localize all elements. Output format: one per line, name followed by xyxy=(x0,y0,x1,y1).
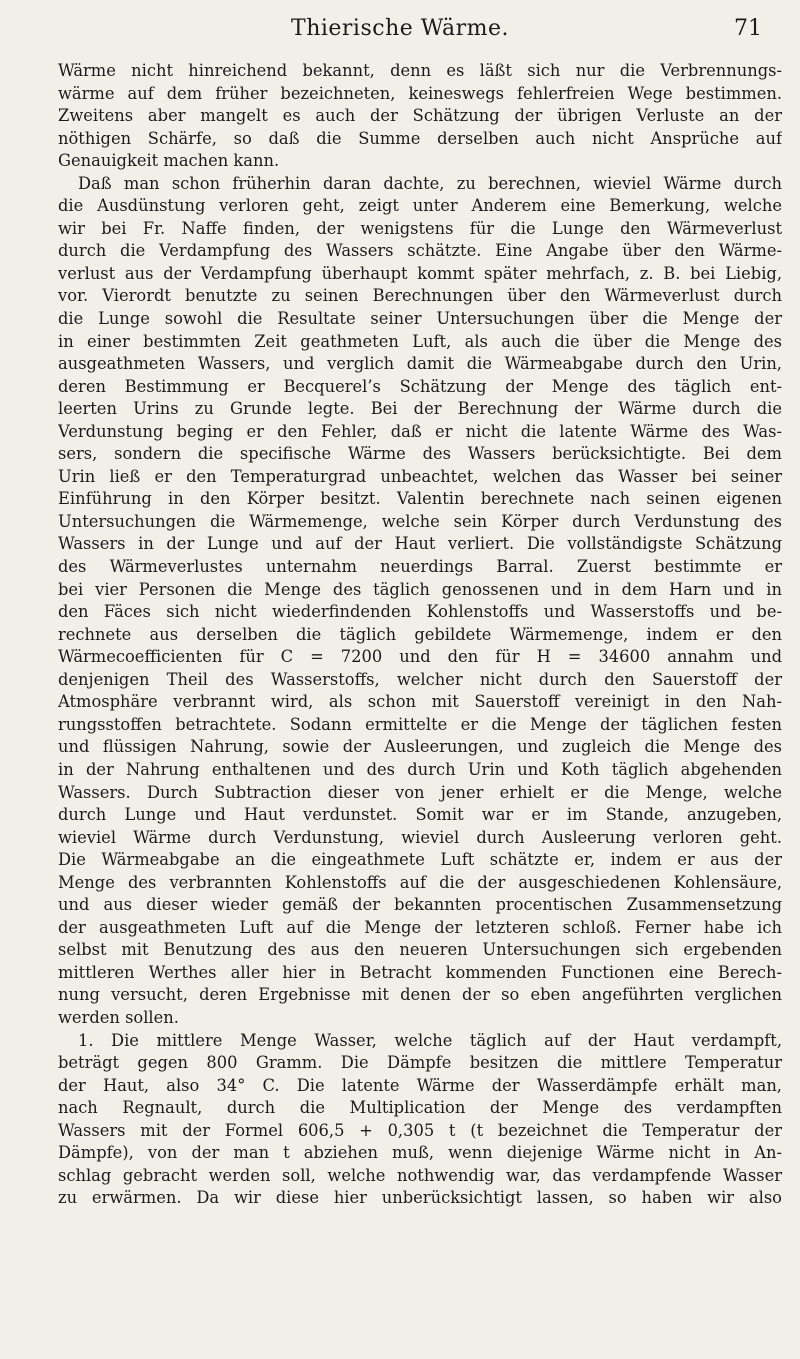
text-line: bei vier Personen die Menge des täglich genossenen und in dem Harn und in xyxy=(58,579,782,599)
running-head: Thierische Wärme. xyxy=(291,16,509,41)
text-line: der ausgeathmeten Luft auf die Menge der letzteren schloß. Ferner habe ich xyxy=(58,917,782,937)
text-line: nöthigen Schärfe, so daß die Summe derselben auch nicht Ansprüche auf xyxy=(58,128,782,148)
text-line: und flüssigen Nahrung, sowie der Ausleerungen, und zugleich die Menge des xyxy=(58,737,782,757)
text-line: in einer bestimmten Zeit geathmeten Luft, als auch die über die Menge des xyxy=(58,331,782,351)
text-line: in der Nahrung enthaltenen und des durch Urin und Koth täglich abgehenden xyxy=(58,759,782,779)
text-line: der Haut, also 34° C. Die latente Wärme der Wasserdämpfe erhält man, xyxy=(58,1075,782,1095)
text-line: Wärme nicht hinreichend bekannt, denn es läßt sich nur die Verbrennungs- xyxy=(58,61,782,80)
text-line: werden sollen. xyxy=(58,1007,179,1027)
text-line: die Ausdünstung verloren geht, zeigt unter Anderem eine Bemerkung, welche xyxy=(58,196,782,216)
text-line: Wassers. Durch Subtraction dieser von jener erhielt er die Menge, welche xyxy=(58,782,782,802)
text-line: Atmosphäre verbrannt wird, als schon mit Sauerstoff vereinigt in den Nah- xyxy=(58,692,782,712)
text-line: zu erwärmen. Da wir diese hier unberücksichtigt lassen, so haben wir also xyxy=(58,1188,782,1208)
text-line: des Wärmeverlustes unternahm neuerdings Barral. Zuerst bestimmte er xyxy=(58,557,782,577)
text-line: Wassers in der Lunge und auf der Haut verliert. Die vollständigste Schätzung xyxy=(58,534,782,554)
text-line: verlust aus der Verdampfung überhaupt kommt später mehrfach, z. B. bei Liebig, xyxy=(58,263,782,283)
body-text xyxy=(58,60,782,1210)
text-line: Wärmecoefficienten für C = 7200 und den für H = 34600 annahm und xyxy=(58,647,782,667)
text-line: Einführung in den Körper besitzt. Valentin berechnete nach seinen eigenen xyxy=(58,489,782,509)
text-line: wärme auf dem früher bezeichneten, keineswegs fehlerfreien Wege bestimmen. xyxy=(58,83,782,103)
text-line: mittleren Werthes aller hier in Betracht kommenden Functionen eine Berech- xyxy=(58,962,782,982)
page-number: 71 xyxy=(734,16,762,41)
text-line: die Lunge sowohl die Resultate seiner Untersuchungen über die Menge der xyxy=(58,309,782,329)
text-line: rungsstoffen betrachtete. Sodann ermittelte er die Menge der täglichen festen xyxy=(58,714,782,734)
text-line: Menge des verbrannten Kohlenstoffs auf die der ausgeschiedenen Kohlensäure, xyxy=(58,872,782,892)
text-line: leerten Urins zu Grunde legte. Bei der Berechnung der Wärme durch die xyxy=(58,399,782,419)
text-line: Wassers mit der Formel 606,5 + 0,305 t (t bezeichnet die Temperatur der xyxy=(58,1120,782,1140)
text-line: durch die Verdampfung des Wassers schätzte. Eine Angabe über den Wärme- xyxy=(58,241,782,261)
text-line: rechnete aus derselben die täglich gebildete Wärmemenge, indem er den xyxy=(58,624,782,644)
text-line: wieviel Wärme durch Verdunstung, wieviel durch Ausleerung verloren geht. xyxy=(58,827,782,847)
text-line: den Fäces sich nicht wiederfindenden Kohlenstoffs und Wasserstoffs und be- xyxy=(58,602,782,622)
text-line: denjenigen Theil des Wasserstoffs, welcher nicht durch den Sauerstoff der xyxy=(58,669,782,689)
text-line: durch Lunge und Haut verdunstet. Somit war er im Stande, anzugeben, xyxy=(58,805,782,825)
text-line: Zweitens aber mangelt es auch der Schätzung der übrigen Verluste an der xyxy=(58,106,782,126)
text-line: schlag gebracht werden soll, welche nothwendig war, das verdampfende Wasser xyxy=(58,1165,782,1185)
text-line: Genauigkeit machen kann. xyxy=(58,151,280,171)
text-line: deren Bestimmung er Becquerel’s Schätzung der Menge des täglich ent- xyxy=(58,376,782,396)
text-line: Verdunstung beging er den Fehler, daß er nicht die latente Wärme des Was- xyxy=(58,421,782,441)
text-line: Dämpfe), von der man t abziehen muß, wenn diejenige Wärme nicht in An- xyxy=(58,1143,782,1163)
text-line: Daß man schon früherhin daran dachte, zu berechnen, wieviel Wärme durch xyxy=(78,173,782,193)
page-header xyxy=(0,8,800,48)
text-line: nach Regnault, durch die Multiplication der Menge des verdampften xyxy=(58,1098,782,1118)
text-line: ausgeathmeten Wassers, und verglich damit die Wärmeabgabe durch den Urin, xyxy=(58,354,782,374)
text-line: 1. Die mittlere Menge Wasser, welche täglich auf der Haut verdampft, xyxy=(78,1030,782,1050)
text-line: vor. Vierordt benutzte zu seinen Berechnungen über den Wärmeverlust durch xyxy=(58,286,782,306)
text-line: sers, sondern die specifische Wärme des Wassers berücksichtigte. Bei dem xyxy=(58,444,782,464)
text-line: und aus dieser wieder gemäß der bekannten procentischen Zusammensetzung xyxy=(58,895,782,915)
text-line: Die Wärmeabgabe an die eingeathmete Luft schätzte er, indem er aus der xyxy=(58,850,782,870)
text-line: Untersuchungen die Wärmemenge, welche sein Körper durch Verdunstung des xyxy=(58,511,782,531)
text-line: nung versucht, deren Ergebnisse mit denen der so eben angeführten verglichen xyxy=(58,985,782,1005)
text-line: selbst mit Benutzung des aus den neueren Untersuchungen sich ergebenden xyxy=(58,940,782,960)
text-line: wir bei Fr. Naffe finden, der wenigstens für die Lunge den Wärmeverlust xyxy=(58,218,782,238)
text-line: Urin ließ er den Temperaturgrad unbeachtet, welchen das Wasser bei seiner xyxy=(58,466,782,486)
text-line: beträgt gegen 800 Gramm. Die Dämpfe besitzen die mittlere Temperatur xyxy=(58,1053,782,1073)
